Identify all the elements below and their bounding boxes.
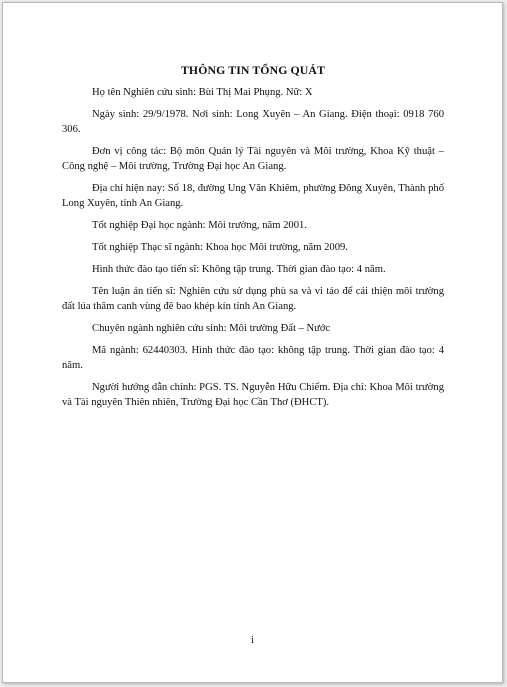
paragraph-address: Địa chỉ hiện nay: Số 18, đường Ung Văn Khiêm, phường Đông Xuyên, Thành phố Long Xuyên, tỉnh An Giang. [62,183,444,209]
paragraph-program-code: Mã ngành: 62440303. Hình thức đào tạo: không tập trung. Thời gian đào tạo: 4 năm. [62,345,444,371]
paragraph-specialization: Chuyên ngành nghiên cứu sinh: Môi trường Đất – Nước [92,323,331,334]
paragraph-workplace: Đơn vị công tác: Bộ môn Quản lý Tài nguyên và Môi trường, Khoa Kỹ thuật – Công nghệ – Môi trường, Trường Đại học An Giang. [62,146,444,172]
paragraph-master: Tốt nghiệp Thạc sĩ ngành: Khoa học Môi trường, năm 2009. [92,242,348,253]
paragraph-bachelor: Tốt nghiệp Đại học ngành: Môi trường, năm 2001. [92,220,307,231]
page-title: THÔNG TIN TỔNG QUÁT [180,63,326,77]
paragraph-birth-info: Ngày sinh: 29/9/1978. Nơi sinh: Long Xuyên – An Giang. Điện thoại: 0918 760 306. [62,109,444,135]
paragraph-doctoral-mode: Hình thức đào tạo tiến sĩ: Không tập trung. Thời gian đào tạo: 4 năm. [92,264,386,275]
page-number: i [251,635,254,646]
paragraph-supervisor: Người hướng dẫn chính: PGS. TS. Nguyễn Hữu Chiếm. Địa chỉ: Khoa Môi trường và Tài nguyên Thiên nhiên, Trường Đại học Cần Thơ (ĐHCT). [62,382,444,408]
document-page [2,2,503,683]
paragraph-student-name: Họ tên Nghiên cứu sinh: Bùi Thị Mai Phụng. Nữ: X [92,87,313,98]
page-content [62,63,444,417]
paragraph-thesis-title: Tên luận án tiến sĩ: Nghiên cứu sử dụng phù sa và vi tảo để cải thiện môi trường đất lúa thâm canh vùng đê bao khép kín tỉnh An Giang. [62,286,444,312]
